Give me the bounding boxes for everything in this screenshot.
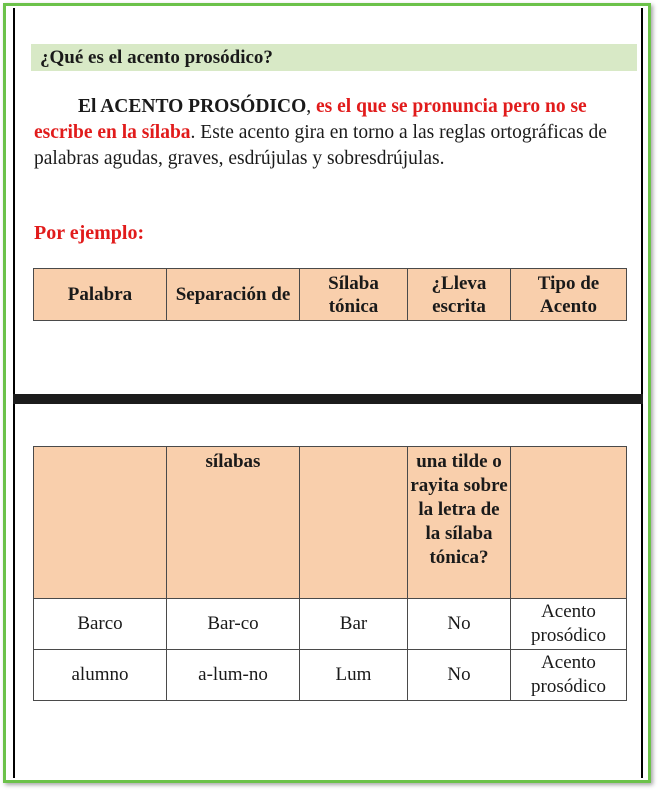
header-cont-1 xyxy=(34,447,167,599)
table-row xyxy=(34,650,627,701)
header-cont-5 xyxy=(511,447,627,599)
header-continuation-row xyxy=(34,447,627,599)
definition-paragraph xyxy=(34,94,634,172)
cell-palabra: Barco xyxy=(34,599,167,650)
cell-silaba-tonica: Lum xyxy=(300,650,408,701)
example-label: Por ejemplo: xyxy=(34,222,145,244)
page-border-left-lower xyxy=(13,398,15,778)
definition-highlight: es el que se pronuncia pero no se escribe en la sílaba xyxy=(34,96,587,143)
cell-lleva-tilde: No xyxy=(408,599,511,650)
cell-separacion: Bar-co xyxy=(167,599,300,650)
page-break xyxy=(13,394,643,404)
cell-palabra: alumno xyxy=(34,650,167,701)
accent-table-header xyxy=(33,268,627,321)
page-border-left xyxy=(13,8,15,396)
section-heading: ¿Qué es el acento prosódico? xyxy=(40,47,273,68)
paragraph-rest: . Este acento gira en torno a las reglas ortográficas de palabras agudas, graves, esdrújulas y sobresdrújulas. xyxy=(34,122,607,169)
header-cont-tilde: una tilde o rayita sobre la letra de la sílaba tónica? xyxy=(408,447,511,599)
header-cont-3 xyxy=(300,447,408,599)
header-separacion: Separación de xyxy=(167,269,300,321)
separator: , xyxy=(306,96,317,117)
term: El ACENTO PROSÓDICO xyxy=(78,96,307,117)
accent-table-body xyxy=(33,446,627,701)
table-row xyxy=(34,599,627,650)
header-cont-silabas: sílabas xyxy=(167,447,300,599)
cell-lleva-tilde: No xyxy=(408,650,511,701)
cell-tipo-acento: Acento prosódico xyxy=(511,599,627,650)
cell-silaba-tonica: Bar xyxy=(300,599,408,650)
cell-tipo-acento: Acento prosódico xyxy=(511,650,627,701)
header-tipo-acento: Tipo de Acento xyxy=(511,269,627,321)
header-palabra: Palabra xyxy=(34,269,167,321)
page-border-right xyxy=(641,8,643,778)
cell-separacion: a-lum-no xyxy=(167,650,300,701)
header-silaba-tonica: Sílaba tónica xyxy=(300,269,408,321)
header-lleva-escrita: ¿Lleva escrita xyxy=(408,269,511,321)
